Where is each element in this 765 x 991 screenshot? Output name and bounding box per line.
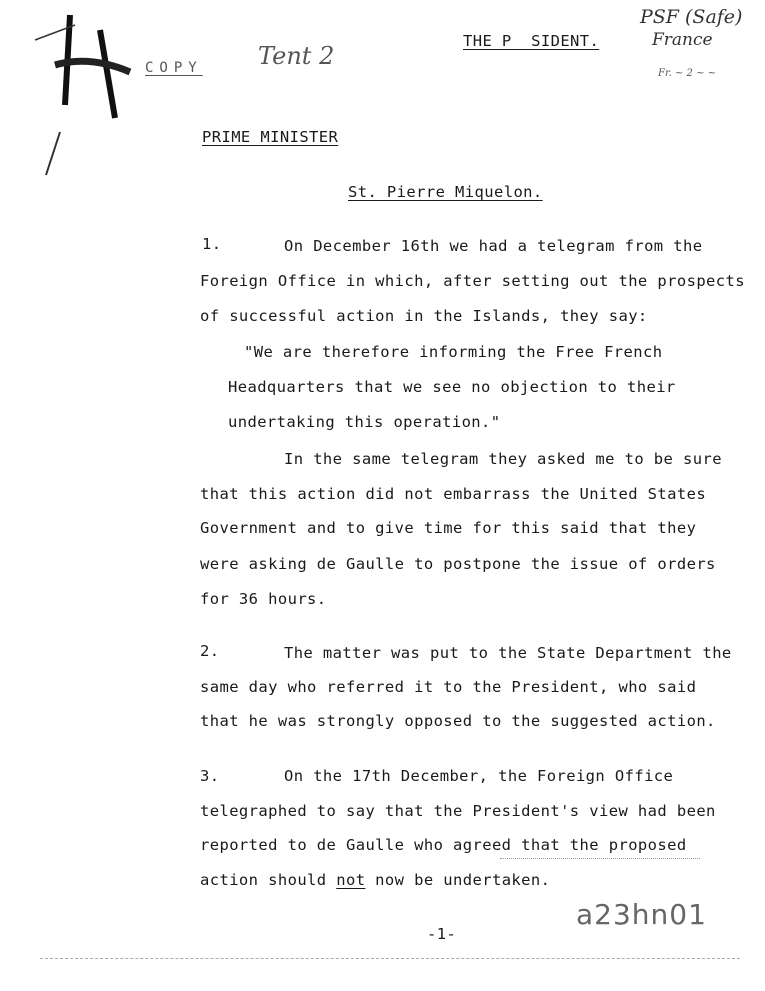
paragraph-2-line-3: that he was strongly opposed to the suggested action. <box>200 712 716 730</box>
paragraph-1b-line-1: In the same telegram they asked me to be sure <box>284 450 722 468</box>
paragraph-2-line-2: same day who referred it to the President, who said <box>200 678 697 696</box>
footer-rule <box>40 958 740 959</box>
paragraph-3-line-1: On the 17th December, the Foreign Office <box>284 767 674 785</box>
handwritten-h-mark <box>30 10 140 120</box>
paragraph-3-line-2: telegraphed to say that the President's view had been <box>200 802 716 820</box>
paragraph-3-line-4 <box>200 871 550 889</box>
emphasis-not: not <box>336 871 366 889</box>
memo-recipient: PRIME MINISTER <box>202 128 339 146</box>
paragraph-1-line-2: Foreign Office in which, after setting out the prospects <box>200 272 745 290</box>
paragraph-2-number: 2. <box>200 642 220 660</box>
quote-line-2: Headquarters that we see no objection to their <box>228 378 676 396</box>
paragraph-3-line-4-start: action should <box>200 871 337 889</box>
stamp-dash-line <box>500 858 700 859</box>
paragraph-1b-line-3: Government and to give time for this said that they <box>200 519 697 537</box>
paragraph-1-number: 1. <box>202 235 222 253</box>
paragraph-1-line-3: of successful action in the Islands, they say: <box>200 307 648 325</box>
archive-annotation-line2: France <box>652 30 713 50</box>
quote-line-3: undertaking this operation." <box>228 413 501 431</box>
margin-tick-mark <box>38 130 68 180</box>
page-number: -1- <box>427 925 457 943</box>
paragraph-3-line-3: reported to de Gaulle who agreed that the proposed <box>200 836 687 854</box>
recipient-line: THE P SIDENT. <box>463 32 600 50</box>
memo-subject: St. Pierre Miquelon. <box>348 183 543 201</box>
paragraph-2-line-1: The matter was put to the State Department the <box>284 644 732 662</box>
paragraph-3-line-4-end: now be undertaken. <box>365 871 551 889</box>
handwritten-note-topleft: Tent 2 <box>258 42 335 70</box>
archive-annotation-line3: Fr. ~ 2 ~ ~ <box>658 68 717 79</box>
paragraph-3-number: 3. <box>200 767 220 785</box>
quote-line-1: "We are therefore informing the Free French <box>244 343 663 361</box>
paragraph-1b-line-5: for 36 hours. <box>200 590 327 608</box>
archive-annotation-line1: PSF (Safe) <box>640 6 743 28</box>
paragraph-1-line-1: On December 16th we had a telegram from the <box>284 237 703 255</box>
copy-label: COPY <box>145 60 203 76</box>
paragraph-1b-line-2: that this action did not embarrass the United States <box>200 485 707 503</box>
paragraph-1b-line-4: were asking de Gaulle to postpone the issue of orders <box>200 555 716 573</box>
archive-id-handwritten: a23hn01 <box>576 898 707 931</box>
